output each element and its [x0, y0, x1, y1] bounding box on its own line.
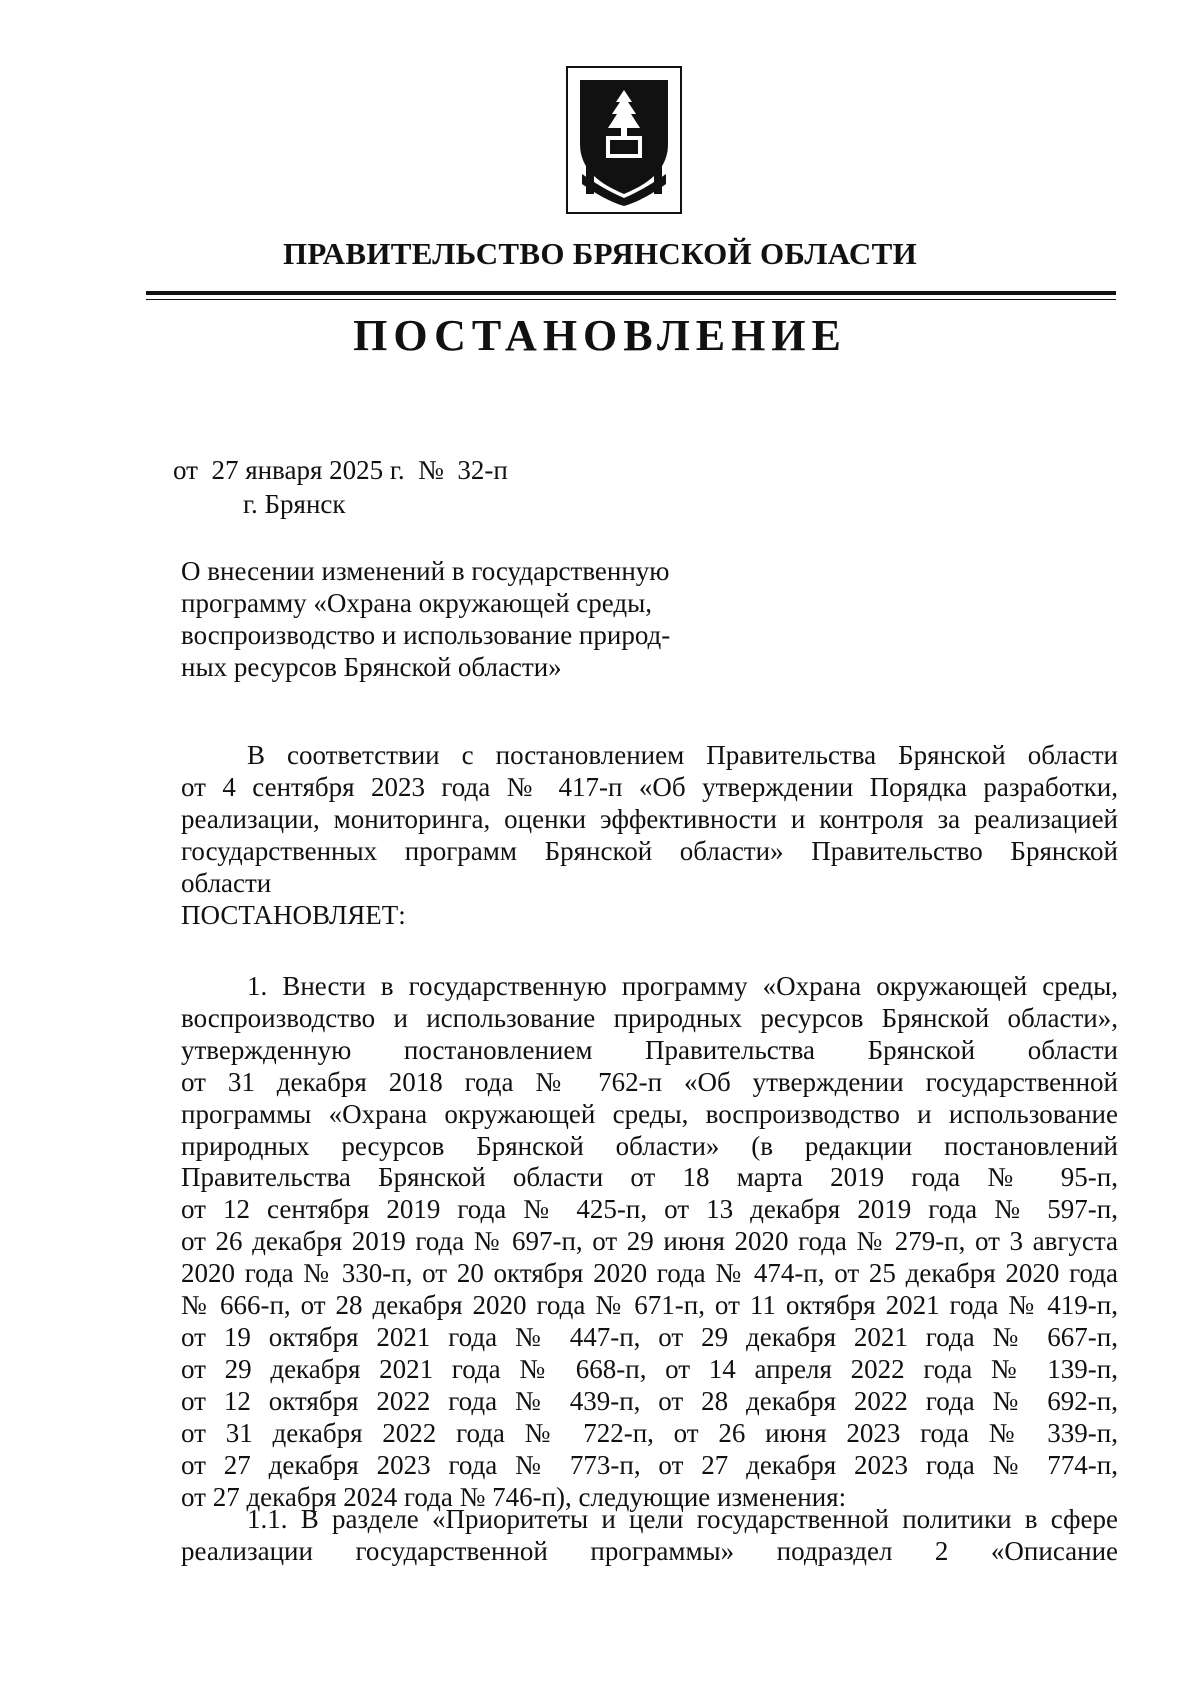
- preamble-line: области: [181, 867, 272, 898]
- item-1-line: 1. Внести в государственную программу «Охрана окружающей среды,: [247, 971, 1118, 1001]
- document-date-number: от 27 января 2025 г. № 32-п: [173, 455, 508, 485]
- header-rule-thick: [146, 291, 1116, 295]
- document-meta: [173, 453, 508, 521]
- subject-line: О внесении изменений в государственную: [181, 556, 670, 586]
- item-1-line: от 12 октября 2022 года № 439-п, от 28 декабря 2022 года № 692-п,: [181, 1385, 1118, 1416]
- preamble-line: реализации, мониторинга, оценки эффективности и контроля за реализацией: [181, 803, 1118, 834]
- item-1-line: от 27 декабря 2023 года № 773-п, от 27 декабря 2023 года № 774-п,: [181, 1449, 1118, 1480]
- item-1-1-paragraph: [181, 1504, 1118, 1568]
- government-title: ПРАВИТЕЛЬСТВО БРЯНСКОЙ ОБЛАСТИ: [282, 236, 918, 271]
- item-1-line: от 31 декабря 2022 года № 722-п, от 26 июня 2023 года № 339-п,: [181, 1417, 1118, 1448]
- preamble-line: государственных программ Брянской области» Правительство Брянской: [181, 835, 1118, 866]
- document-city: г. Брянск: [243, 489, 346, 519]
- item-1-line: программы «Охрана окружающей среды, воспроизводство и использование: [181, 1098, 1118, 1129]
- item-1-line: от 12 сентября 2019 года № 425-п, от 13 декабря 2019 года № 597-п,: [181, 1194, 1118, 1225]
- item-1-line: 2020 года № 330-п, от 20 октября 2020 года № 474-п, от 25 декабря 2020 года: [181, 1258, 1118, 1289]
- item-1-line: № 666-п, от 28 декабря 2020 года № 671-п, от 11 октября 2021 года № 419-п,: [181, 1290, 1118, 1321]
- item-1-line: от 31 декабря 2018 года № 762-п «Об утверждении государственной: [181, 1066, 1118, 1097]
- preamble-line: от 4 сентября 2023 года № 417-п «Об утверждении Порядка разработки,: [181, 771, 1118, 802]
- item-1-line: от 27 декабря 2024 года № 746-п), следующие изменения:: [181, 1481, 847, 1512]
- item-1-line: воспроизводство и использование природных ресурсов Брянской области»,: [181, 1002, 1118, 1033]
- item-1-1-line: реализации государственной программы» подраздел 2 «Описание: [181, 1535, 1118, 1566]
- item-1-line: от 29 декабря 2021 года № 668-п, от 14 апреля 2022 года № 139-п,: [181, 1353, 1118, 1384]
- item-1-1-line: 1.1. В разделе «Приоритеты и цели государственной политики в сфере: [247, 1504, 1118, 1534]
- resolves-heading: ПОСТАНОВЛЯЕТ:: [181, 899, 406, 930]
- subject-line: ных ресурсов Брянской области»: [181, 652, 562, 682]
- item-1-line: от 19 октября 2021 года № 447-п, от 29 декабря 2021 года № 667-п,: [181, 1321, 1118, 1352]
- item-1-line: от 26 декабря 2019 года № 697-п, от 29 июня 2020 года № 279-п, от 3 августа: [181, 1226, 1118, 1257]
- preamble-line: В соответствии с постановлением Правительства Брянской области: [247, 740, 1118, 770]
- bryansk-coat-of-arms-icon: [566, 66, 682, 214]
- header-rule-thin: [146, 299, 1116, 300]
- item-1-line: природных ресурсов Брянской области» (в редакции постановлений: [181, 1130, 1118, 1161]
- preamble-paragraph: [181, 740, 1118, 931]
- document-subject: [181, 555, 721, 683]
- item-1-paragraph: [181, 971, 1118, 1513]
- item-1-line: утвержденную постановлением Правительства Брянской области: [181, 1034, 1118, 1065]
- subject-line: программу «Охрана окружающей среды,: [181, 588, 653, 618]
- item-1-line: Правительства Брянской области от 18 марта 2019 года № 95-п,: [181, 1162, 1118, 1193]
- subject-line: воспроизводство и использование природ-: [181, 620, 671, 650]
- document-type-title: ПОСТАНОВЛЕНИЕ: [353, 311, 847, 360]
